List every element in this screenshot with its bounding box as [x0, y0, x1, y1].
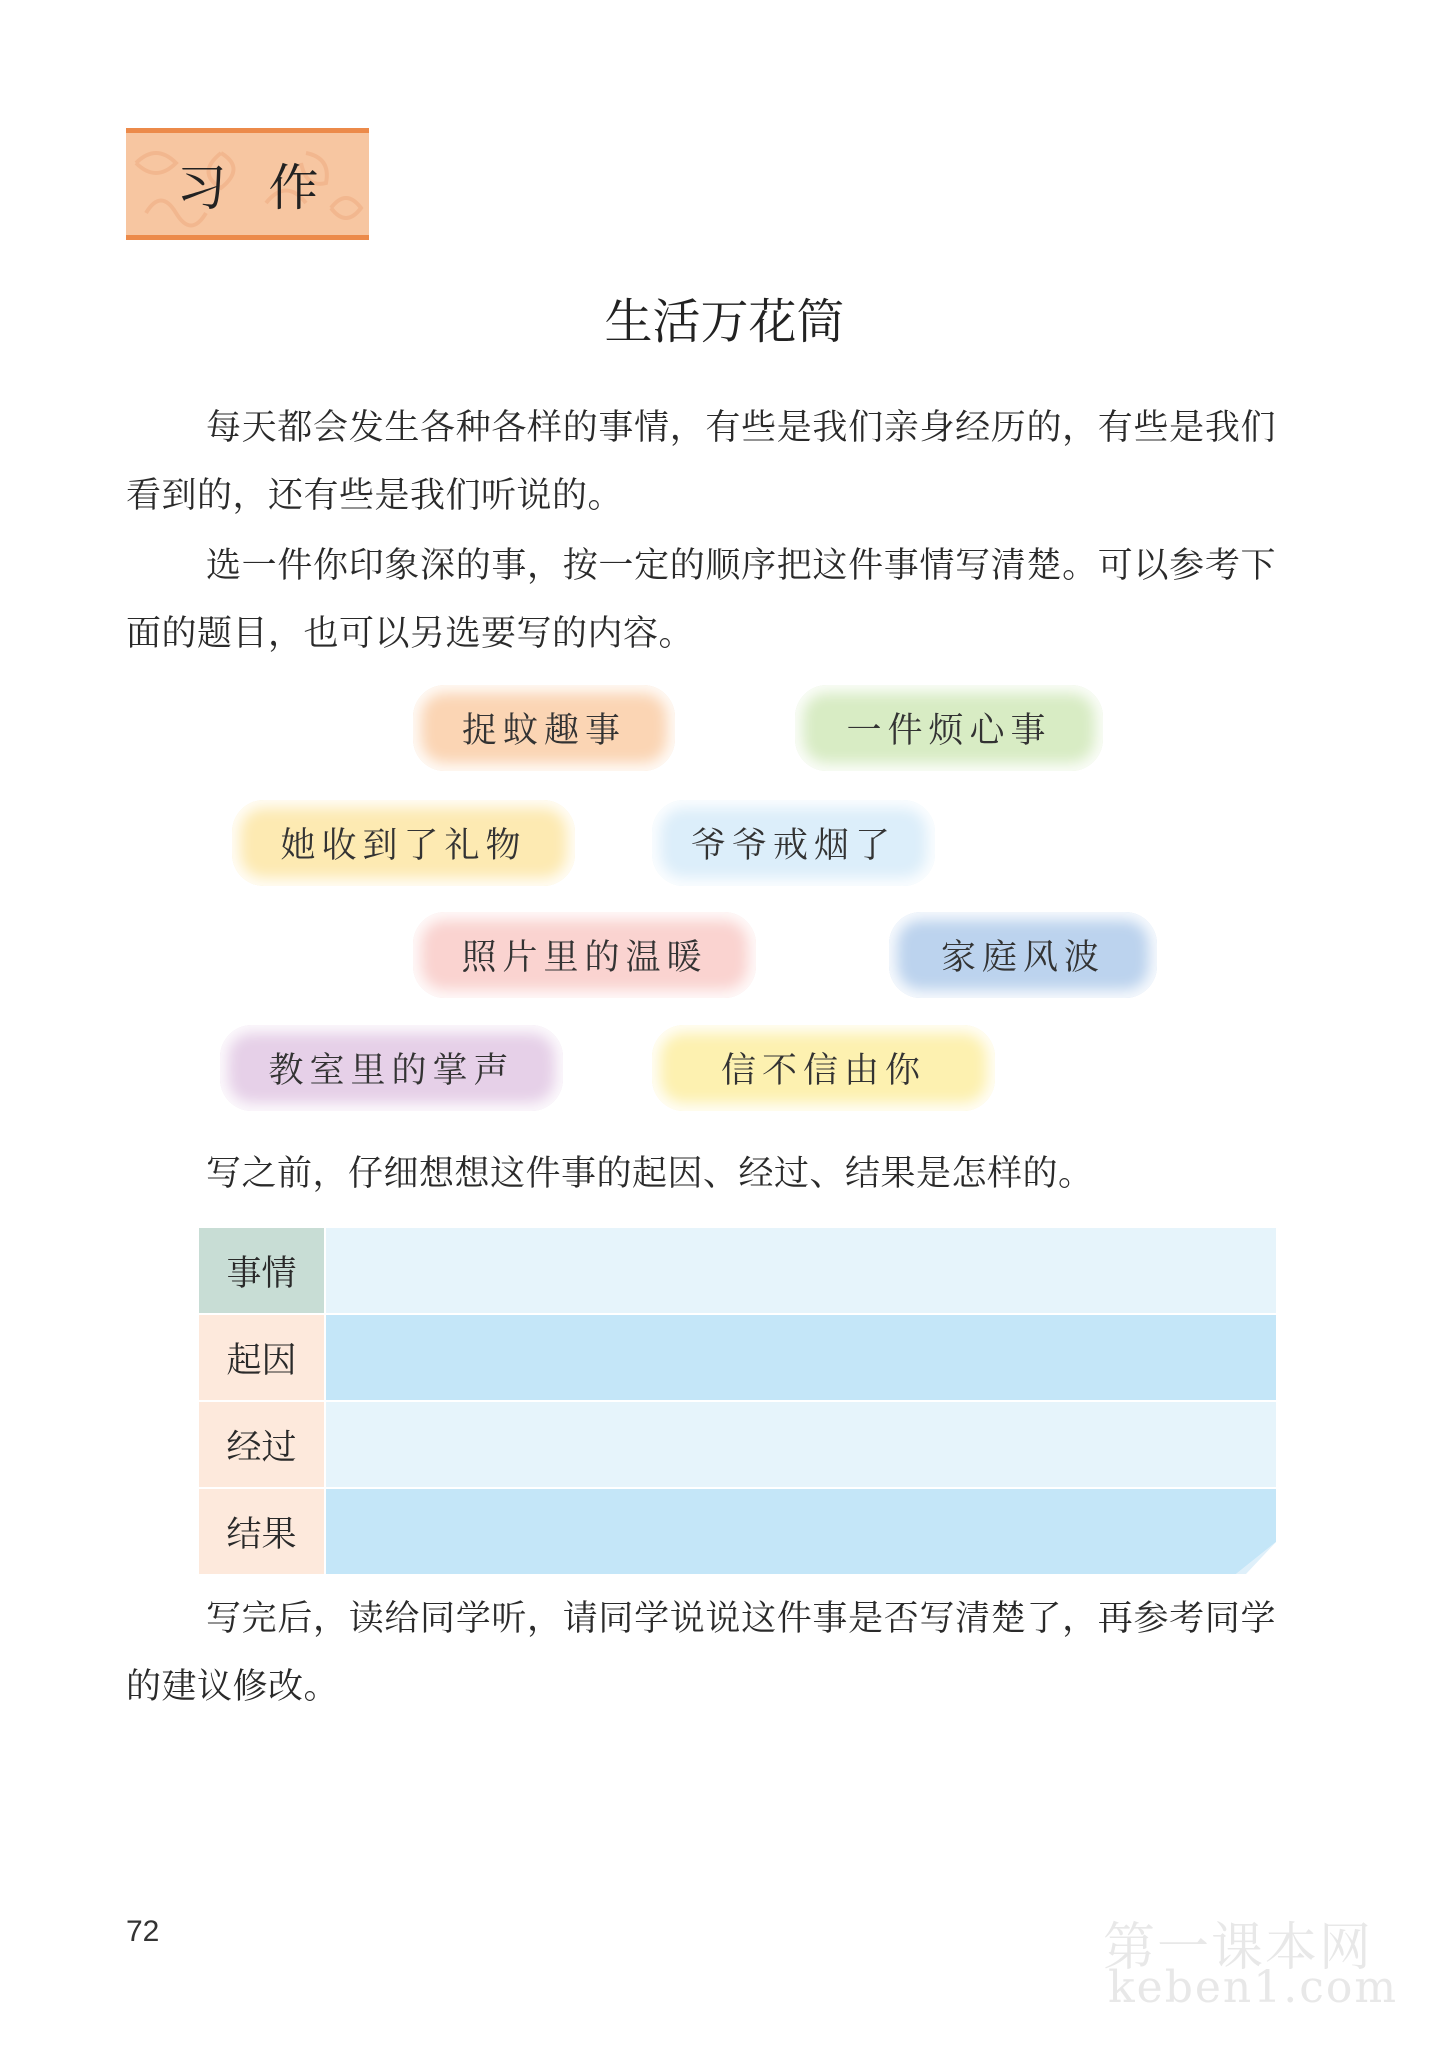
page-curl-icon — [1236, 1542, 1276, 1574]
intro-paragraph-2: 选一件你印象深的事，按一定的顺序把这件事情写清楚。可以参考下面的题目，也可以另选要写的内容。 — [126, 546, 1276, 654]
row-header: 事情 — [199, 1228, 324, 1313]
topic-bubble — [232, 800, 575, 886]
topic-bubble — [413, 912, 756, 998]
row-header: 经过 — [199, 1402, 324, 1487]
table-cell — [326, 1315, 1276, 1400]
topic-label: 一件烦心事 — [846, 711, 1052, 751]
table-row — [199, 1489, 1276, 1574]
topic-label: 爷爷戒烟了 — [690, 826, 896, 866]
table-cell — [326, 1489, 1276, 1574]
instruction-text: 写之前，仔细想想这件事的起因、经过、结果是怎样的。 — [206, 1154, 1094, 1194]
planning-table — [199, 1228, 1276, 1576]
watermark-title: 第一课本网 — [1103, 1918, 1374, 1978]
page-title: 生活万花筒 — [604, 294, 845, 350]
intro-paragraph-1: 每天都会发生各种各样的事情，有些是我们亲身经历的，有些是我们看到的，还有些是我们听说的。 — [126, 408, 1276, 516]
topic-label: 信不信由你 — [720, 1051, 926, 1091]
topic-label: 照片里的温暖 — [461, 938, 708, 978]
topic-label: 家庭风波 — [940, 938, 1105, 978]
topic-bubble — [652, 1025, 995, 1111]
topic-label: 教室里的掌声 — [268, 1051, 515, 1091]
topic-bubble — [413, 685, 675, 771]
topic-bubble — [652, 800, 935, 886]
section-label — [126, 128, 369, 240]
table-cell — [326, 1228, 1276, 1313]
topic-label: 捉蚊趣事 — [461, 711, 626, 751]
topic-label: 她收到了礼物 — [280, 826, 527, 866]
closing-paragraph: 写完后，读给同学听，请同学说说这件事是否写清楚了，再参考同学的建议修改。 — [126, 1599, 1276, 1707]
row-header: 起因 — [199, 1315, 324, 1400]
table-row — [199, 1315, 1276, 1400]
row-header: 结果 — [199, 1489, 324, 1574]
topic-bubble — [220, 1025, 563, 1111]
topic-bubble — [795, 685, 1103, 771]
table-row — [199, 1228, 1276, 1313]
page-number: 72 — [126, 1915, 160, 1948]
watermark-url: keben1.com — [1108, 1962, 1399, 2013]
table-row — [199, 1402, 1276, 1487]
topic-bubble — [889, 912, 1157, 998]
section-label-text: 习作 — [176, 159, 361, 217]
table-cell — [326, 1402, 1276, 1487]
